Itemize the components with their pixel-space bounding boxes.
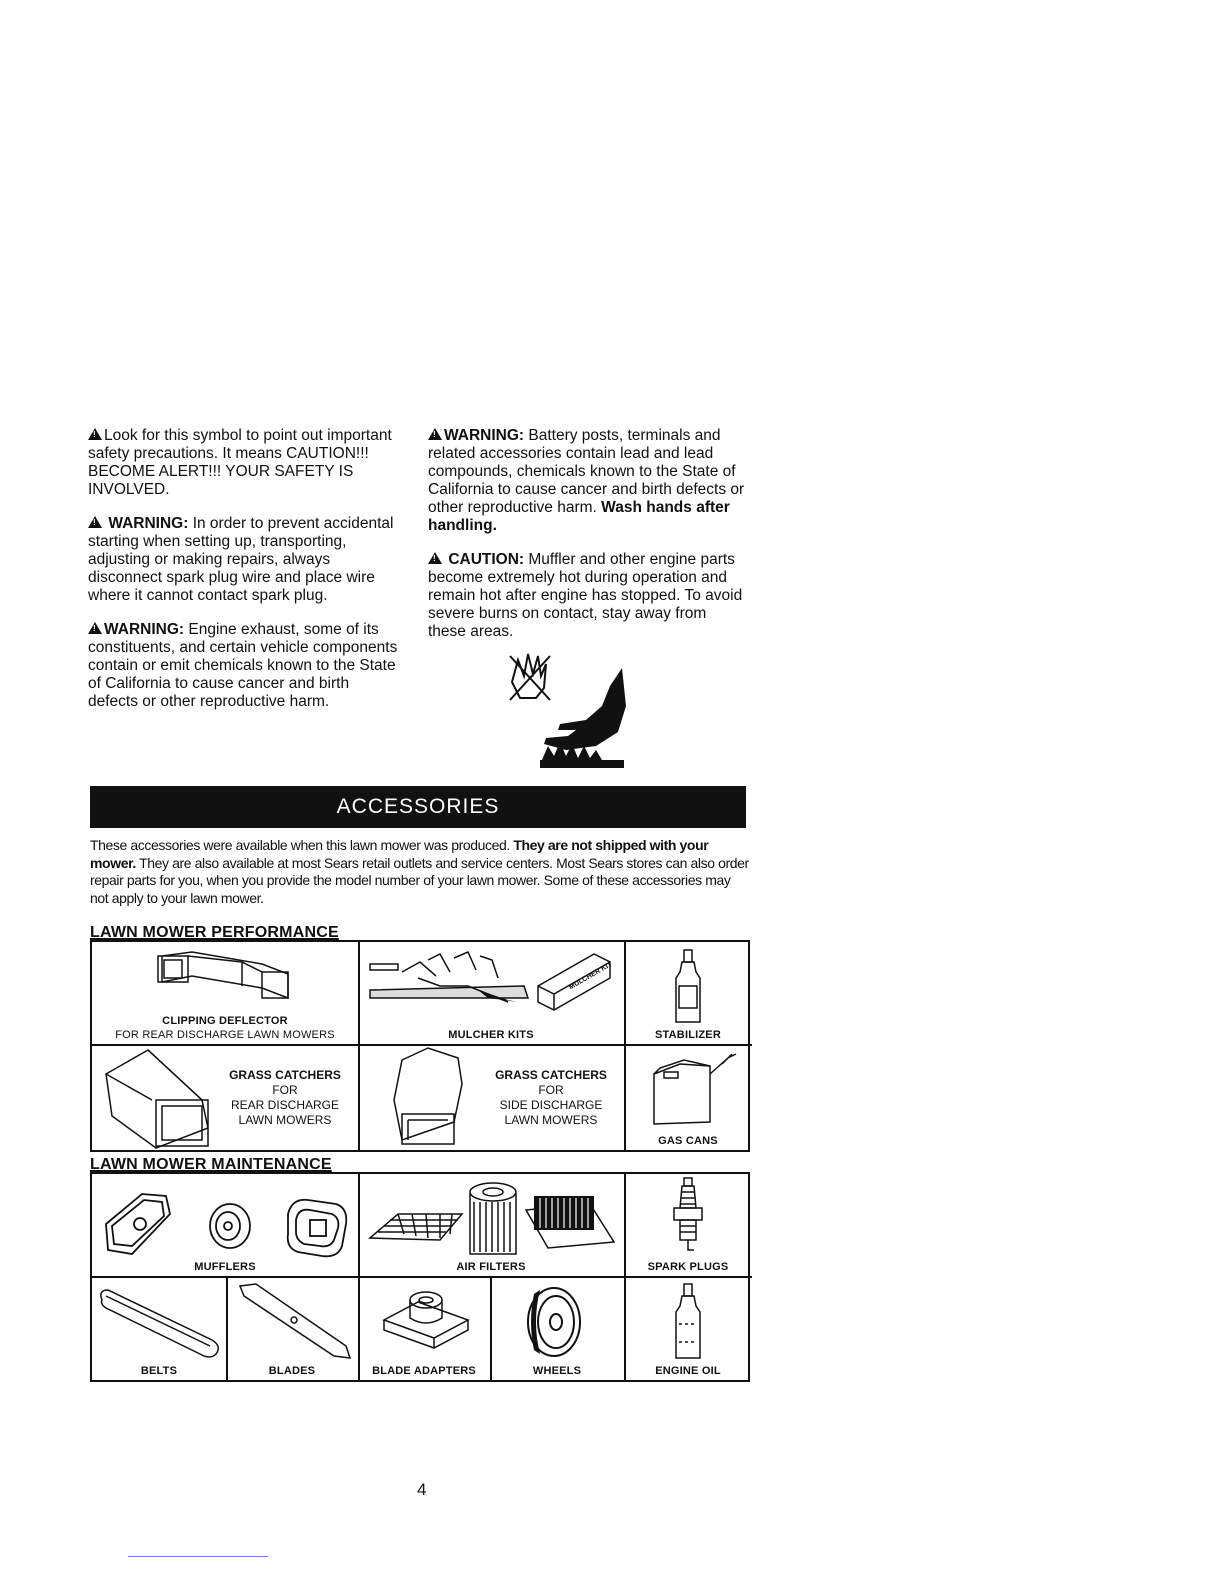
hot-surface-icon — [506, 646, 636, 770]
rear-grass-catcher-icon — [92, 1044, 222, 1150]
warning-spark-plug: ! WARNING: In order to prevent accidental starting when setting up, transporting, adjusting or making repairs, always disconnect spark plug wire and place wire where it cannot contact spark plug. — [88, 515, 400, 605]
side-grass-catcher-icon — [358, 1044, 488, 1150]
performance-title: LAWN MOWER PERFORMANCE — [90, 924, 339, 941]
side-grass-catchers-cell — [358, 1044, 626, 1150]
clipping-deflector-icon — [92, 942, 360, 1014]
warning-battery: !WARNING: Battery posts, terminals and related accessories contain lead and lead compounds, chemicals known to the State of California to cause cancer and birth defects or other reproductive harm. Wash hands after handling. — [428, 427, 748, 535]
rear-grass-catchers-label: GRASS CATCHERS FOR REAR DISCHARGE LAWN MOWERS — [229, 1068, 341, 1127]
gas-cans-cell — [624, 1044, 752, 1150]
side-grass-catchers-label: GRASS CATCHERS FOR SIDE DISCHARGE LAWN MOWERS — [495, 1068, 607, 1127]
warning-triangle-icon — [88, 428, 102, 440]
blade-adapters-label: BLADE ADAPTERS — [372, 1365, 476, 1377]
belts-label: BELTS — [140, 1365, 178, 1377]
gas-cans-label: GAS CANS — [658, 1135, 718, 1147]
blade-adapters-cell — [358, 1276, 492, 1380]
air-filters-label: AIR FILTERS — [456, 1261, 526, 1273]
mulcher-kits-cell — [358, 942, 626, 1046]
symbol-note: !Look for this symbol to point out important safety precautions. It means CAUTION!!! BECOME ALERT!!! YOUR SAFETY IS INVOLVED. — [88, 427, 400, 499]
caution-muffler: ! CAUTION: Muffler and other engine parts become extremely hot during operation and remain hot after engine has stopped. To avoid severe burns on contact, stay away from these areas. — [428, 551, 748, 641]
wheels-label: WHEELS — [532, 1365, 582, 1377]
mulcher-box-label: MULCHER KIT — [568, 961, 614, 992]
mufflers-cell — [92, 1174, 360, 1278]
muffler-icon — [92, 1174, 360, 1262]
spark-plugs-label: SPARK PLUGS — [647, 1261, 729, 1273]
mufflers-label: MUFFLERS — [194, 1261, 256, 1273]
right-column — [428, 427, 748, 657]
stabilizer-bottle-icon — [624, 942, 752, 1026]
blade-icon — [226, 1276, 360, 1364]
belt-icon — [92, 1276, 228, 1364]
engine-oil-label: ENGINE OIL — [655, 1365, 721, 1377]
blades-label: BLADES — [268, 1365, 316, 1377]
rear-grass-catchers-cell — [92, 1044, 360, 1150]
accessories-banner: ACCESSORIES — [90, 786, 746, 828]
blades-cell — [226, 1276, 360, 1380]
page-number: 4 — [417, 1480, 427, 1499]
clipping-deflector-label: CLIPPING DEFLECTOR — [162, 1015, 288, 1027]
left-column — [88, 427, 400, 727]
wheels-cell — [490, 1276, 626, 1380]
maintenance-grid — [90, 1172, 750, 1382]
wheel-icon — [490, 1276, 626, 1364]
clipping-deflector-cell — [92, 942, 360, 1046]
accessories-intro: These accessories were available when this lawn mower was produced. They are not shipped with your mower. They are also available at most Sears retail outlets and service centers. Most Sears stores can also order repair parts for you, when you provide the model number of your lawn mower. Some of these accessories may not apply to your lawn mower. — [90, 837, 749, 906]
warning-triangle-icon — [88, 516, 102, 528]
footer-divider — [128, 1556, 268, 1557]
maintenance-title: LAWN MOWER MAINTENANCE — [90, 1156, 332, 1173]
stabilizer-cell — [624, 942, 752, 1046]
air-filter-icon — [358, 1174, 626, 1262]
performance-grid — [90, 940, 750, 1152]
blade-adapter-icon — [358, 1276, 492, 1364]
warning-triangle-icon — [428, 428, 442, 440]
clipping-deflector-sub: FOR REAR DISCHARGE LAWN MOWERS — [115, 1029, 335, 1041]
belts-cell — [92, 1276, 228, 1380]
mulcher-kit-icon — [358, 942, 626, 1026]
warning-triangle-icon — [428, 552, 442, 564]
warning-exhaust: !WARNING: Engine exhaust, some of its constituents, and certain vehicle components contain or emit chemicals known to the State of California to cause cancer and birth defects or other reproductive harm. — [88, 621, 400, 711]
stabilizer-label: STABILIZER — [655, 1029, 721, 1041]
engine-oil-cell — [624, 1276, 752, 1380]
spark-plugs-cell — [624, 1174, 752, 1278]
gas-can-icon — [624, 1044, 752, 1130]
engine-oil-bottle-icon — [624, 1276, 752, 1364]
warning-triangle-icon — [88, 622, 102, 634]
mulcher-kits-label: MULCHER KITS — [448, 1029, 534, 1041]
air-filters-cell — [358, 1174, 626, 1278]
spark-plug-icon — [624, 1174, 752, 1262]
